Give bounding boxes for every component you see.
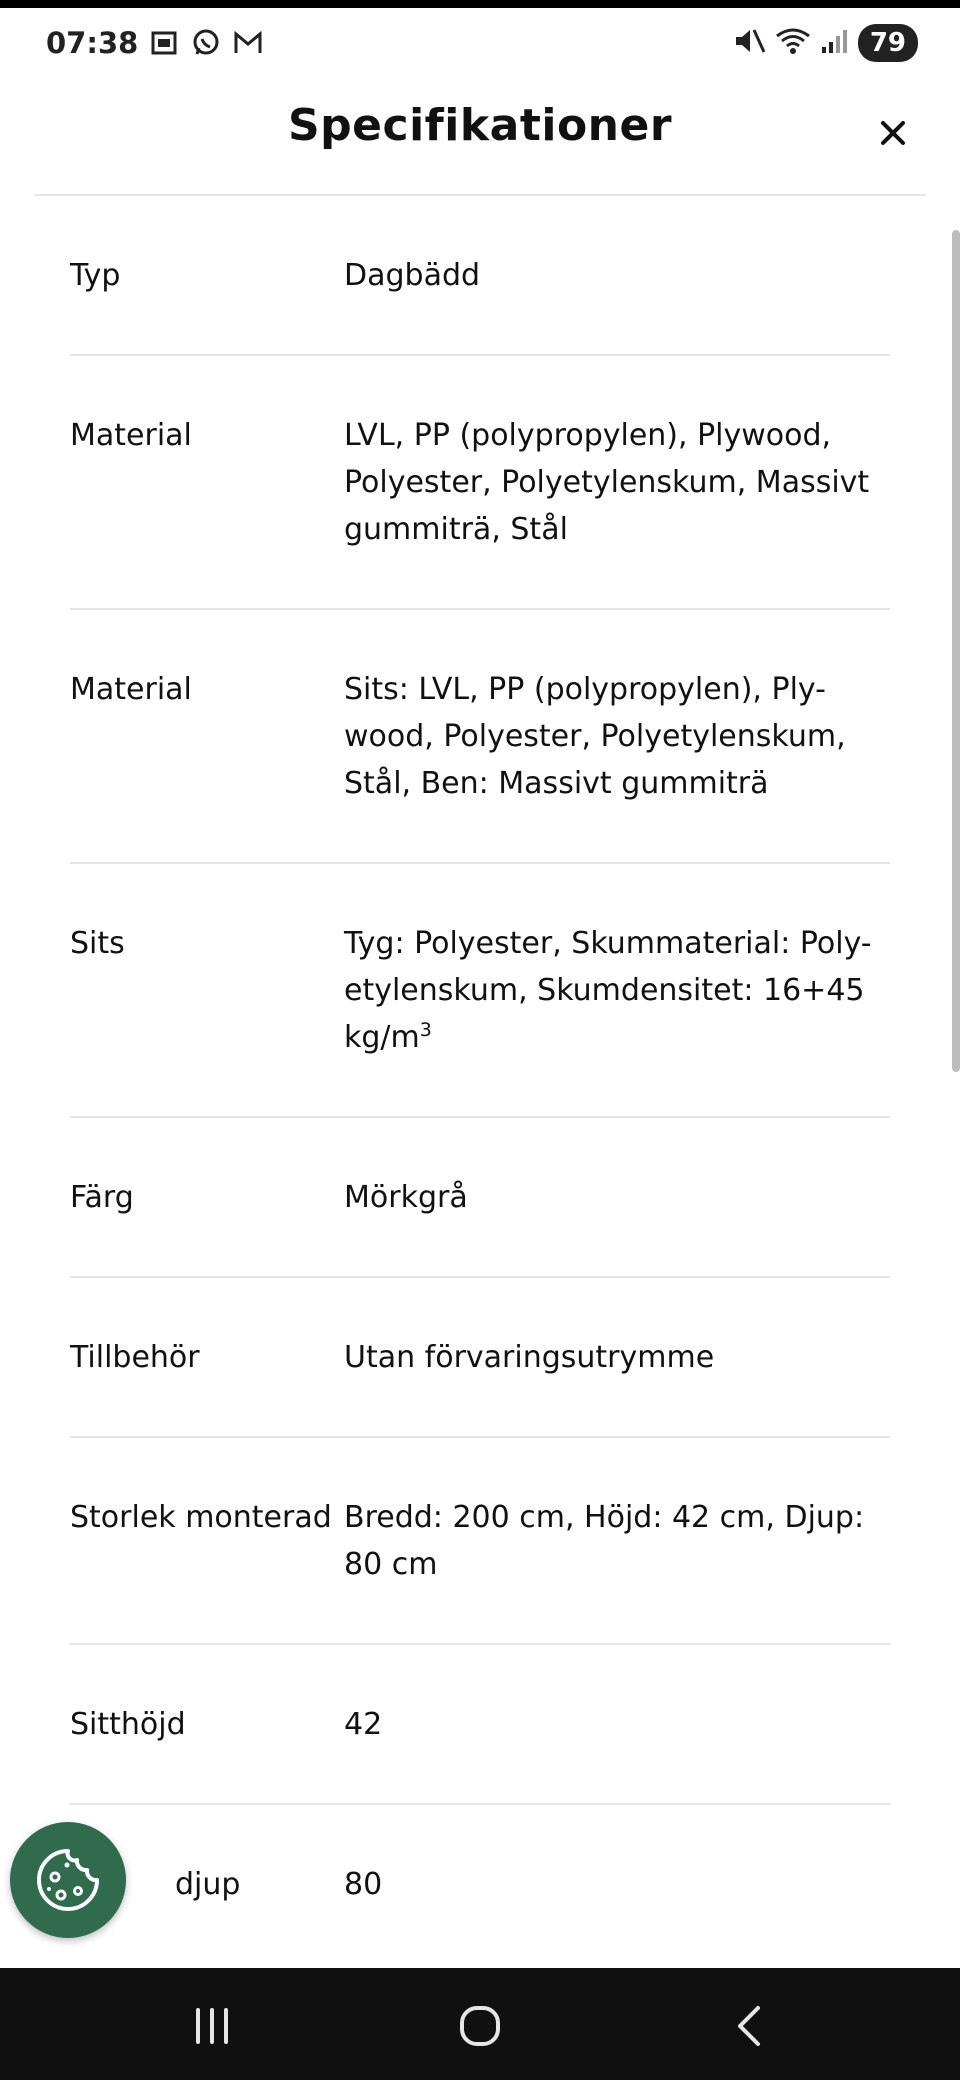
page-title: Specifikationer <box>287 100 673 151</box>
spec-table <box>70 196 890 1965</box>
close-icon <box>878 118 908 148</box>
status-right <box>732 24 918 62</box>
mute-icon <box>732 26 766 60</box>
system-nav-bar <box>0 1968 960 2080</box>
back-icon <box>730 2003 770 2049</box>
spec-label: Storlek monterad <box>70 1500 332 1535</box>
spec-value: Mörkgrå <box>344 1180 468 1215</box>
gallery-notification-icon <box>148 27 180 59</box>
spec-row-sitthojd <box>70 1645 890 1805</box>
status-bar <box>0 0 960 90</box>
home-button[interactable] <box>440 1998 520 2054</box>
spec-value <box>344 920 890 1061</box>
spec-row-material <box>70 356 890 610</box>
gmail-icon <box>232 27 264 59</box>
status-left <box>46 26 264 60</box>
spec-label: Sits <box>70 926 125 961</box>
spec-value: LVL, PP (polypropylen), Plywood, Polyester, Polyetylenskum, Massivt gummiträ, Stål <box>344 418 870 547</box>
spec-label: djup <box>175 1867 241 1902</box>
spec-value: 42 <box>344 1707 383 1742</box>
spec-value-superscript: 3 <box>419 1019 432 1041</box>
spec-row-storlek <box>70 1438 890 1645</box>
spec-label: Sitthöjd <box>70 1707 186 1742</box>
recents-icon <box>190 2006 234 2046</box>
wifi-icon <box>774 26 812 60</box>
spec-row-sittdjup <box>70 1805 890 1965</box>
recents-button[interactable] <box>172 1998 252 2054</box>
spec-row-typ <box>70 196 890 356</box>
modal-header <box>0 90 960 194</box>
status-time: 07:38 <box>46 26 139 60</box>
spec-value-text: Tyg: Polyester, Skummaterial: Poly- etylenskum, Skumdensitet: 16+45 kg/m <box>344 926 872 1055</box>
battery-indicator: 79 <box>858 24 918 62</box>
spec-row-tillbehor <box>70 1278 890 1438</box>
spec-value: 80 <box>344 1867 383 1902</box>
spec-label: Färg <box>70 1180 134 1215</box>
spec-row-farg <box>70 1118 890 1278</box>
cookie-settings-button[interactable] <box>10 1822 126 1938</box>
spec-row-sits <box>70 864 890 1118</box>
status-topline <box>0 0 960 8</box>
home-icon <box>457 2003 503 2049</box>
spec-value: Dagbädd <box>344 258 481 293</box>
spec-value: Bredd: 200 cm, Höjd: 42 cm, Djup: 80 cm <box>344 1500 865 1582</box>
cookie-icon <box>31 1843 105 1917</box>
back-button[interactable] <box>710 1998 790 2054</box>
close-button[interactable] <box>868 108 918 158</box>
spec-label: Material <box>70 672 192 707</box>
spec-row-material-detail <box>70 610 890 864</box>
spec-label: Material <box>70 418 192 453</box>
whatsapp-icon <box>190 27 222 59</box>
spec-value: Utan förvaringsutrymme <box>344 1340 715 1375</box>
spec-label: Typ <box>70 258 121 293</box>
spec-value: Sits: LVL, PP (polypropylen), Ply- wood, Polyester, Polyetylenskum, Stål, Ben: Massivt gummiträ <box>344 672 846 801</box>
signal-icon <box>820 27 850 59</box>
spec-label: Tillbehör <box>70 1340 200 1375</box>
scrollbar[interactable] <box>952 230 960 1072</box>
